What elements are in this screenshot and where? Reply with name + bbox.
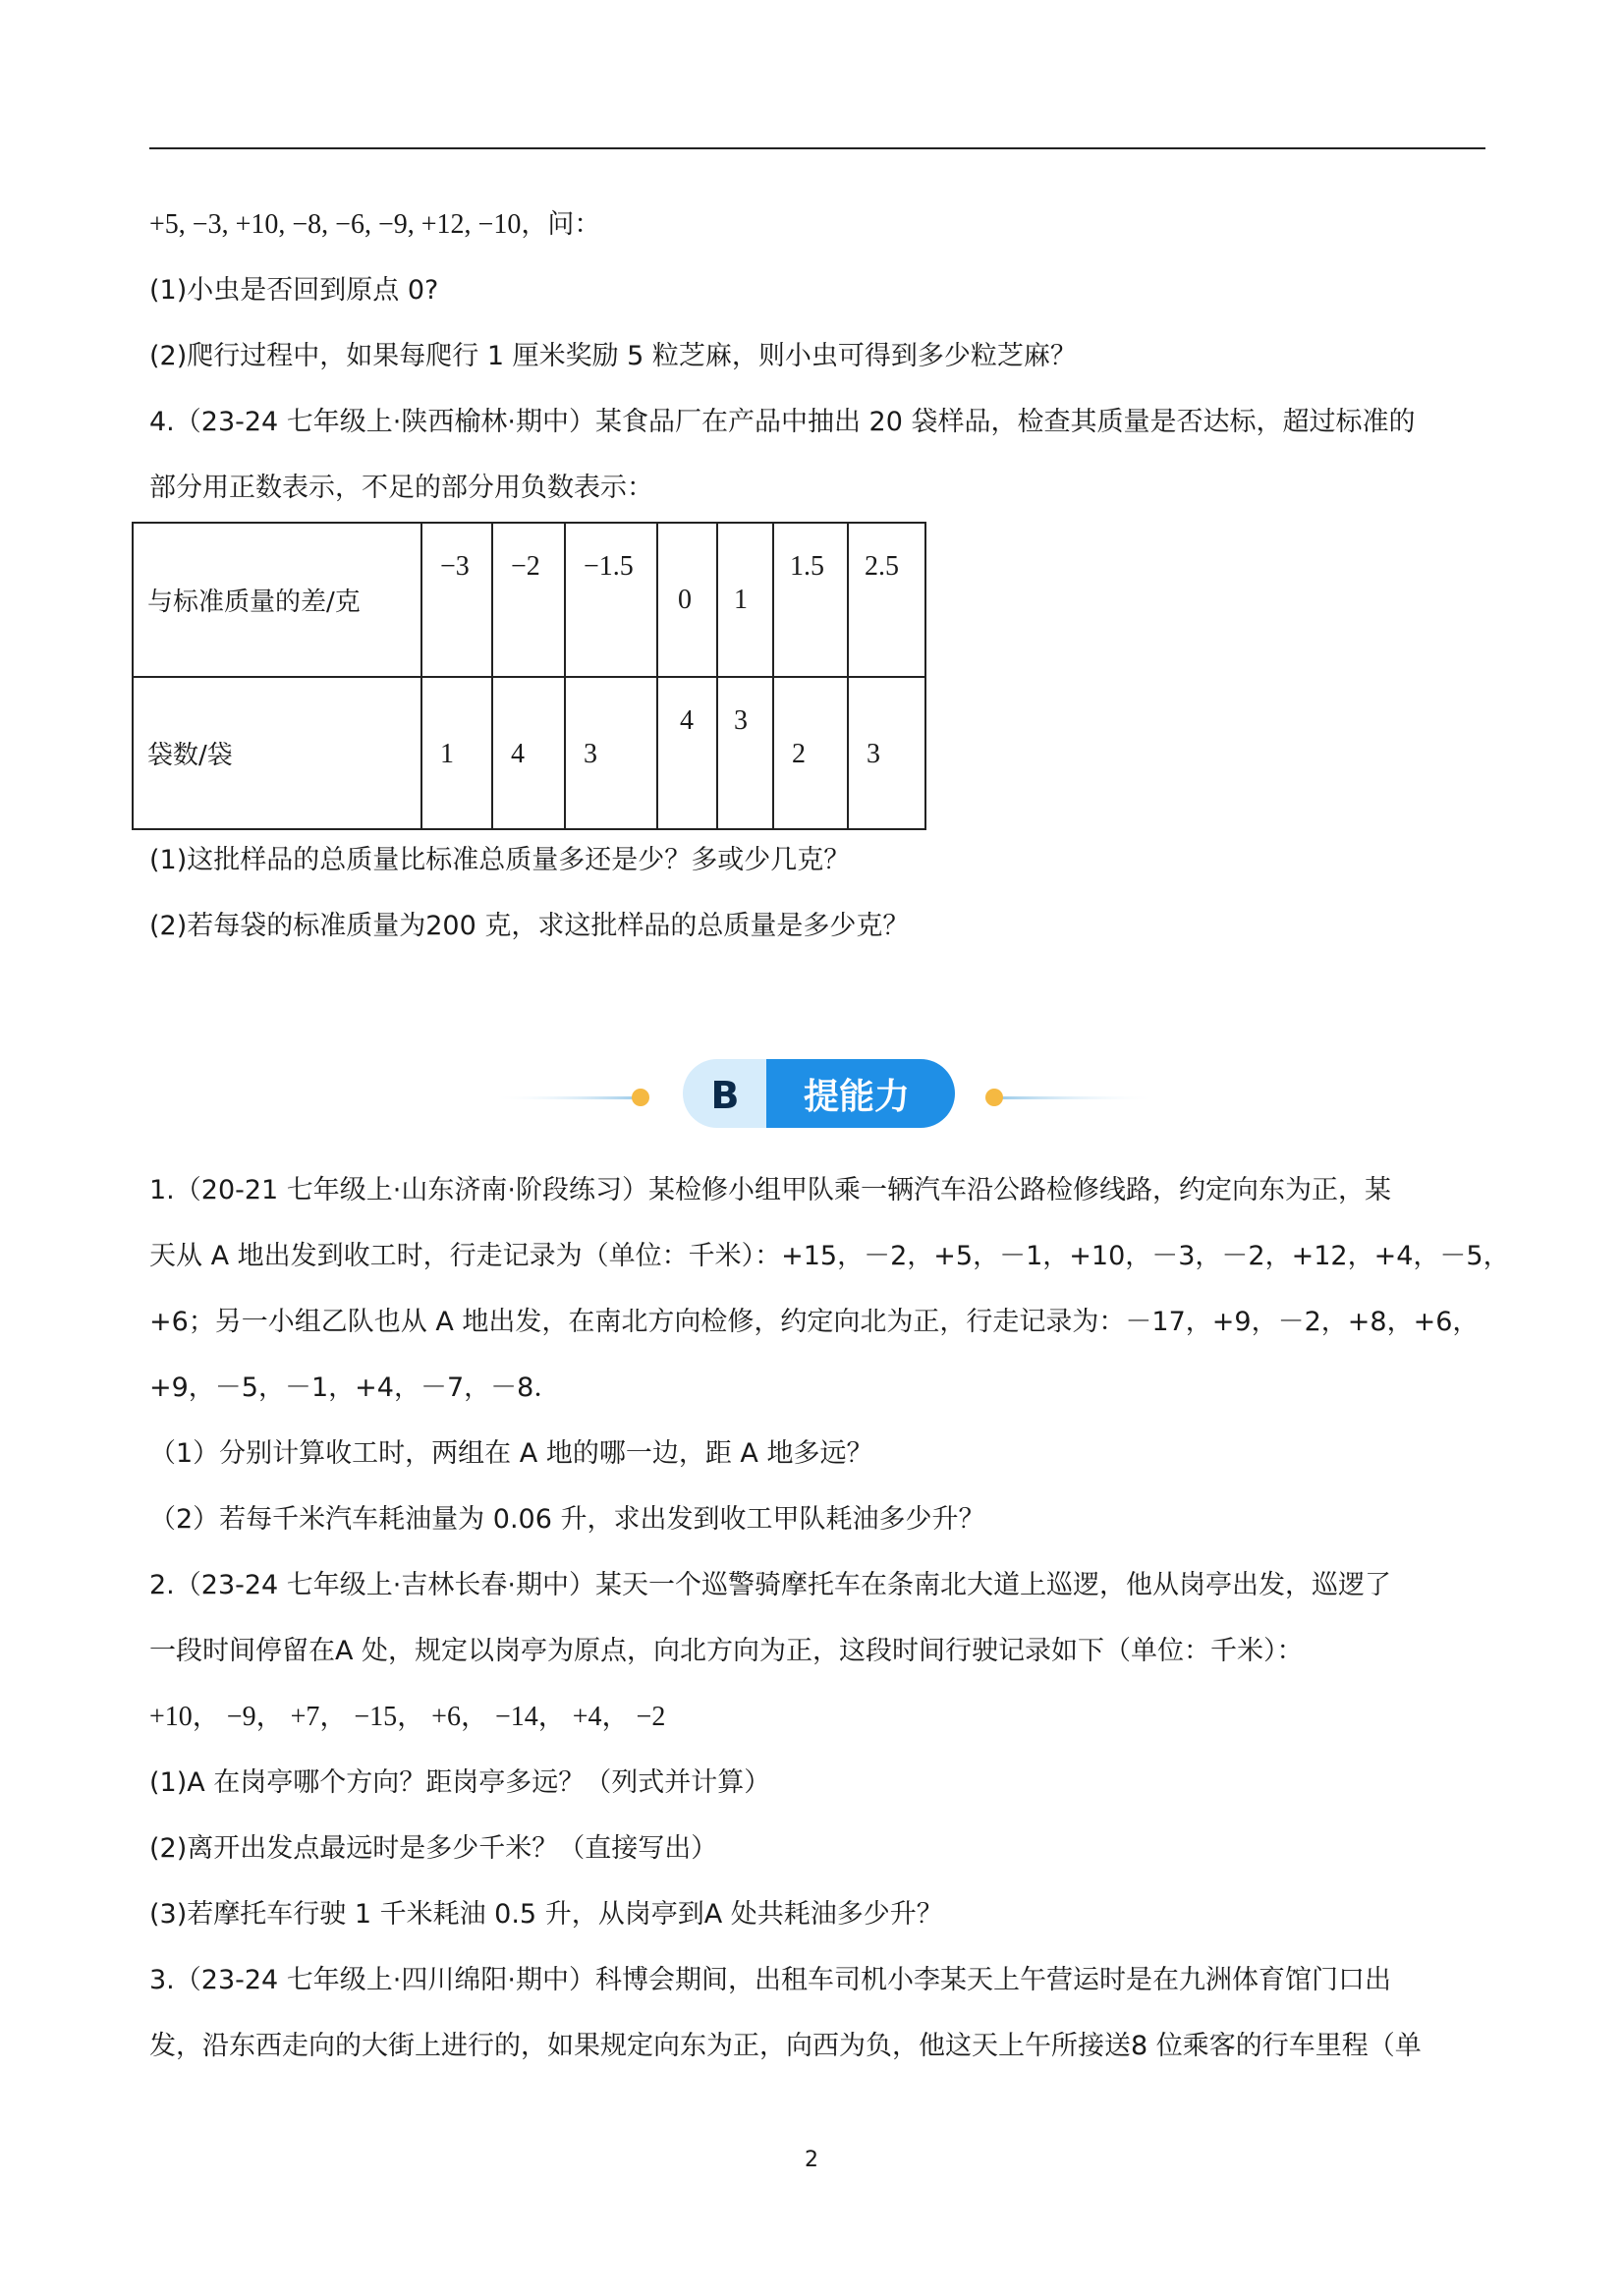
banner-left-line: [491, 1096, 639, 1099]
table-row-count: [133, 677, 925, 829]
b2-line1: 2.（23-24 七年级上·吉林长春·期中）某天一个巡警骑摩托车在条南北大道上巡逻，他从岗亭出发，巡逻了: [149, 1570, 1391, 1600]
mass-difference-table: [132, 522, 926, 830]
diff-cell: 1: [734, 585, 748, 615]
count-cell: 4: [511, 739, 525, 769]
banner-right-dot: [985, 1089, 1003, 1106]
banner-letter: B: [710, 1074, 740, 1117]
count-cell: 1: [440, 739, 454, 769]
b1-line3: +6；另一小组乙队也从 A 地出发，在南北方向检修，约定向北为正，行走记录为：－17，+9，－2，+8，+6，: [149, 1307, 1480, 1337]
b2-sub1: (1)A 在岗亭哪个方向？距岗亭多远？（列式并计算）: [149, 1767, 771, 1798]
q3-sequence-line: [149, 205, 600, 245]
page-number: 2: [805, 2148, 818, 2172]
diff-cell: 0: [678, 585, 692, 615]
row2-label: 袋数/袋: [133, 677, 421, 829]
table-row-difference: [133, 523, 925, 677]
b1-line4: +9，－5，－1，+4，－7，－8．: [149, 1372, 561, 1403]
banner-title: 提能力: [803, 1077, 911, 1117]
q3-sub1: (1)小虫是否回到原点 0?: [149, 275, 439, 306]
count-cell: 3: [867, 739, 880, 769]
q3-sub2: (2)爬行过程中，如果每爬行 1 厘米奖励 5 粒芝麻，则小虫可得到多少粒芝麻？: [149, 341, 1077, 371]
b2-sub3: (3)若摩托车行驶 1 千米耗油 0.5 升，从岗亭到A 处共耗油多少升？: [149, 1899, 943, 1930]
count-cell: 4: [680, 705, 694, 736]
q3-sequence: +5, −3, +10, −8, −6, −9, +12, −10: [149, 209, 522, 240]
q4-line1: 4.（23-24 七年级上·陕西榆林·期中）某食品厂在产品中抽出 20 袋样品，检查其质量是否达标，超过标准的: [149, 407, 1416, 437]
count-cell: 3: [584, 739, 597, 769]
section-b-banner: [491, 1049, 1159, 1138]
q4-sub2: (2)若每袋的标准质量为200 克，求这批样品的总质量是多少克？: [149, 911, 910, 941]
b1-sub1: （1）分别计算收工时，两组在 A 地的哪一边，距 A 地多远？: [149, 1438, 873, 1469]
diff-cell: 1.5: [790, 551, 824, 582]
b2-sequence: +10， −9， +7， −15， +6， −14， +4， −2: [149, 1702, 666, 1732]
count-cell: 2: [792, 739, 806, 769]
header-rule: [149, 147, 1485, 149]
banner-left-dot: [632, 1089, 649, 1106]
diff-cell: 2.5: [865, 551, 899, 582]
b2-sub2: (2)离开出发点最远时是多少千米？（直接写出）: [149, 1833, 718, 1864]
row1-label: 与标准质量的差/克: [133, 523, 421, 677]
diff-cell: −1.5: [584, 551, 634, 582]
b1-line1: 1.（20-21 七年级上·山东济南·阶段练习）某检修小组甲队乘一辆汽车沿公路检修线路，约定向东为正，某: [149, 1175, 1391, 1205]
b2-line2: 一段时间停留在A 处，规定以岗亭为原点，向北方向为正，这段时间行驶记录如下（单位：千米）：: [149, 1636, 1304, 1666]
b3-line1: 3.（23-24 七年级上·四川绵阳·期中）科博会期间，出租车司机小李某天上午营运时是在九洲体育馆门口出: [149, 1965, 1391, 1995]
diff-cell: −2: [511, 551, 540, 582]
q3-sequence-tail: ，问：: [521, 209, 601, 240]
b1-line2: 天从 A 地出发到收工时，行走记录为（单位：千米）：+15，－2，+5，－1，+10，－3，－2，+12，+4，－5，: [149, 1241, 1510, 1271]
q4-sub1: (1)这批样品的总质量比标准总质量多还是少？多或少几克？: [149, 845, 851, 875]
banner-right-line: [1000, 1096, 1157, 1099]
b1-sub2: （2）若每千米汽车耗油量为 0.06 升，求出发到收工甲队耗油多少升？: [149, 1504, 985, 1535]
b3-line2: 发，沿东西走向的大街上进行的，如果规定向东为正，向西为负，他这天上午所接送8 位乘客的行车里程（单: [149, 2031, 1422, 2061]
count-cell: 3: [734, 705, 748, 736]
diff-cell: −3: [440, 551, 470, 582]
q4-line2: 部分用正数表示，不足的部分用负数表示：: [149, 473, 653, 503]
